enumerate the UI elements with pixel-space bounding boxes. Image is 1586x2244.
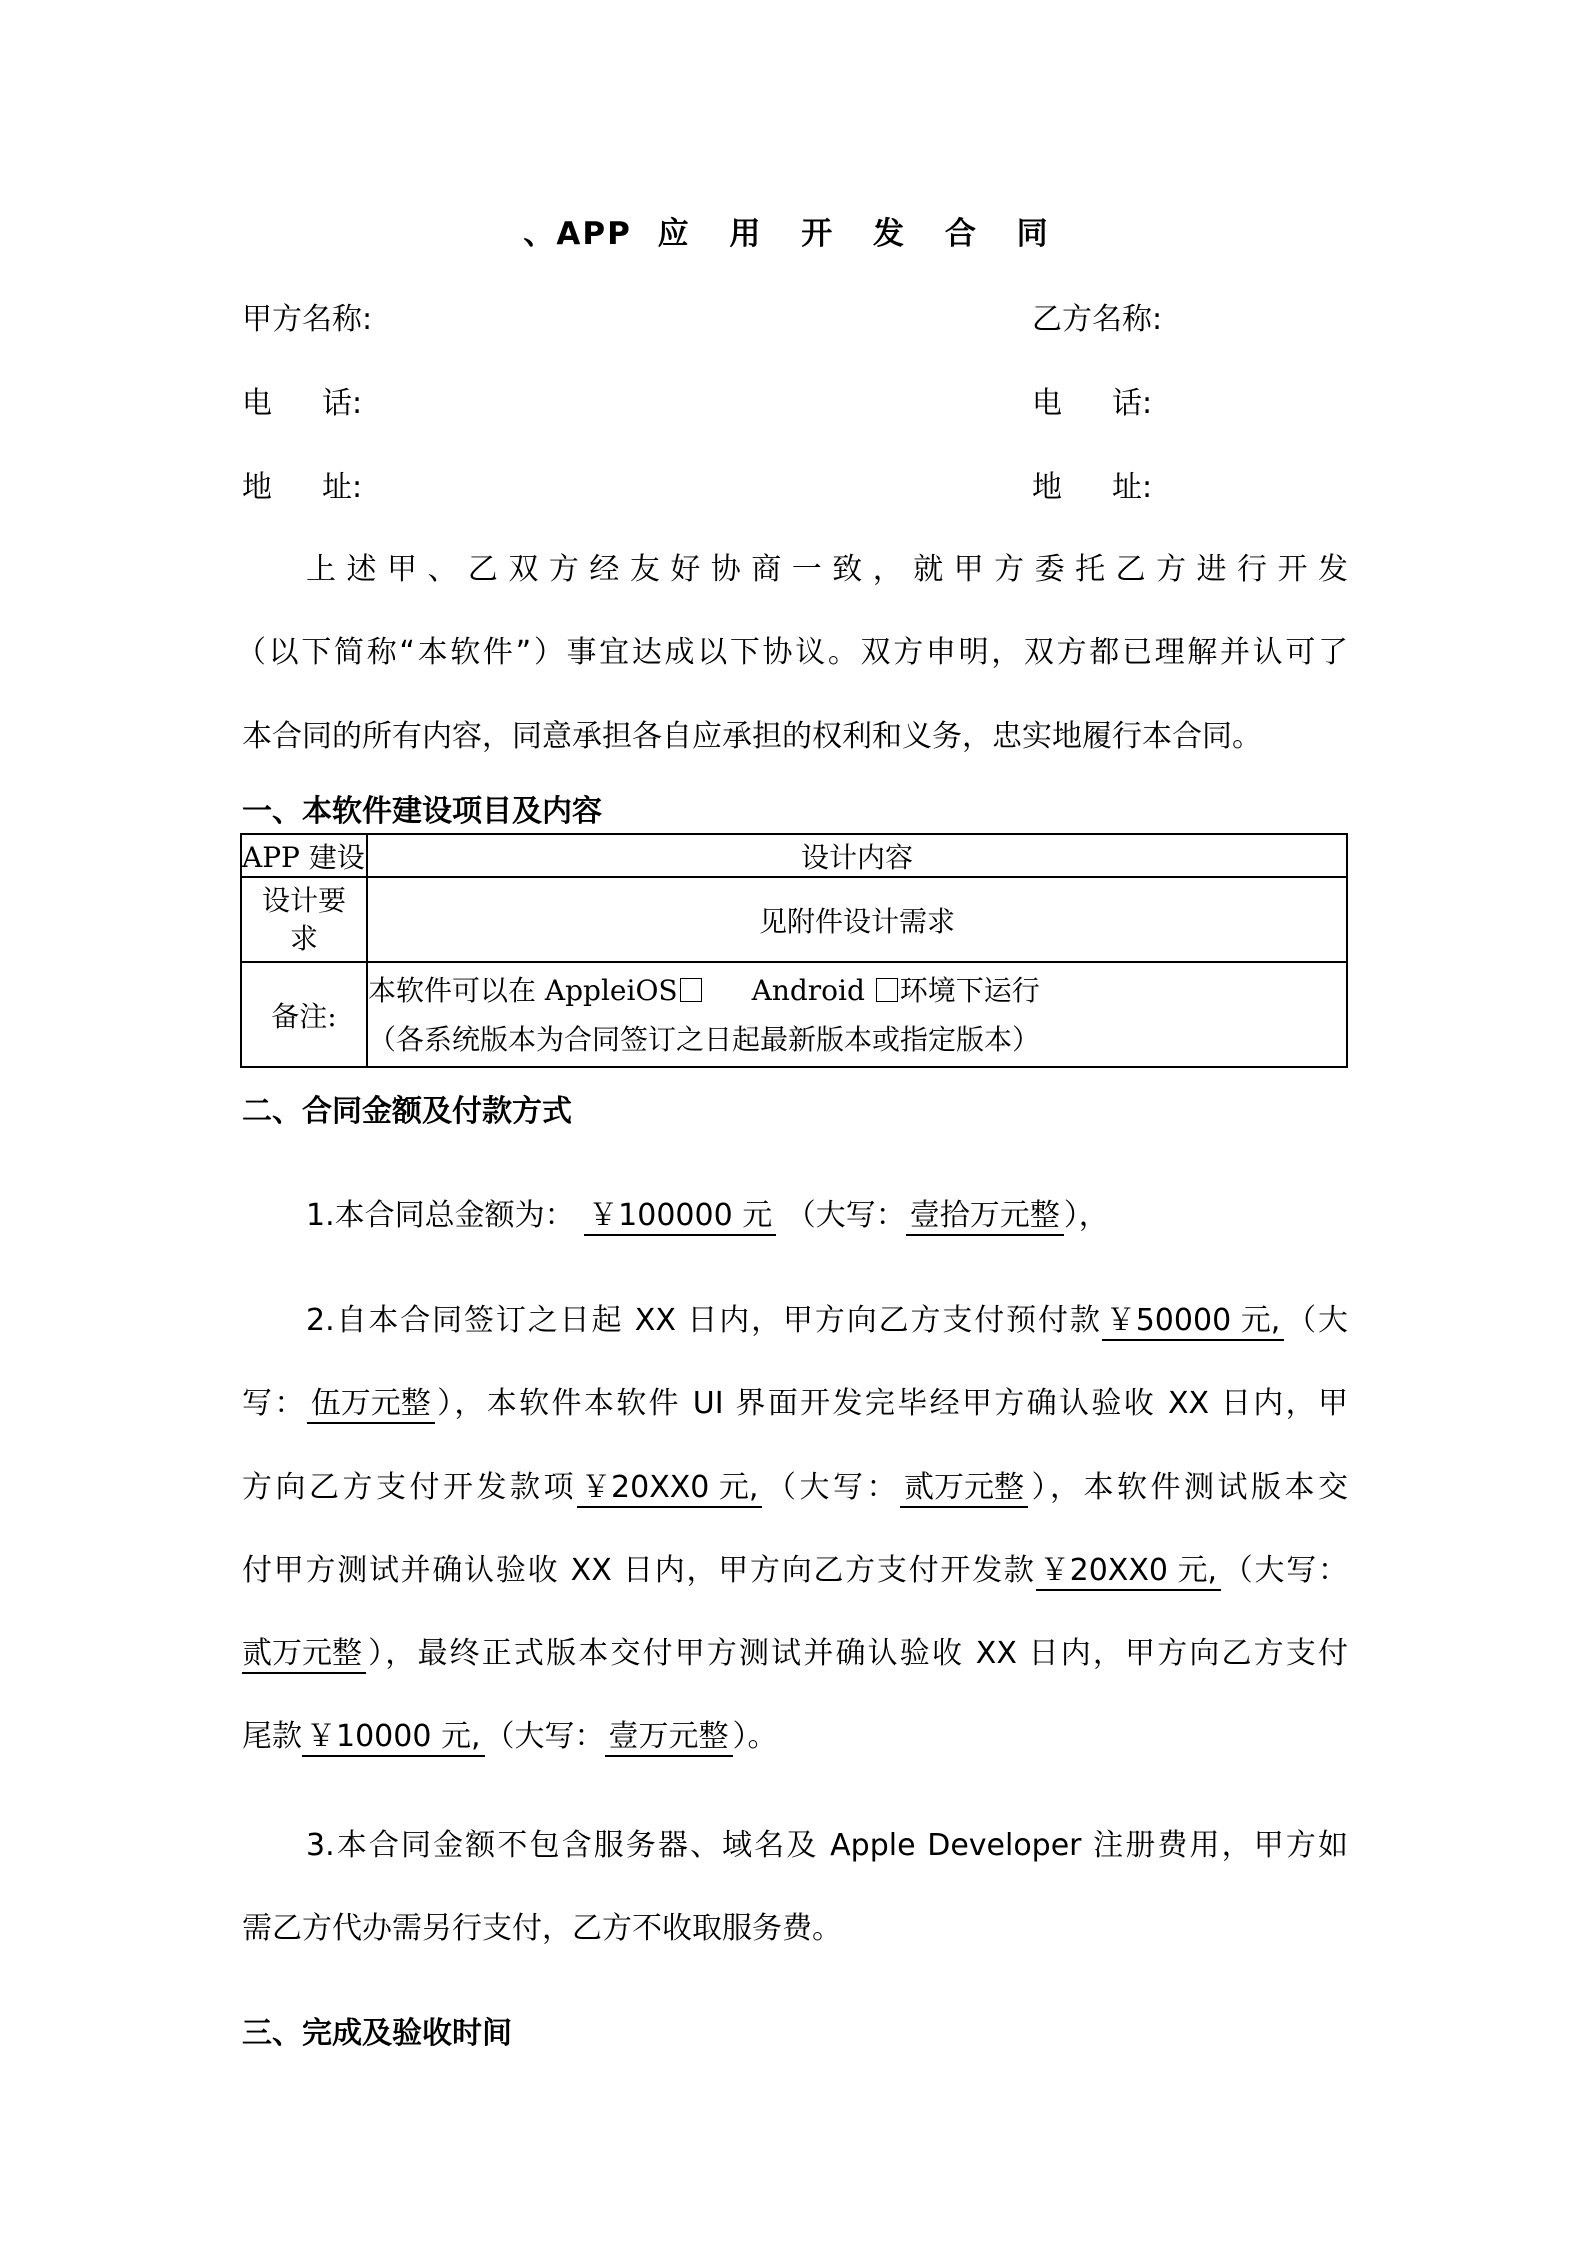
title-char: 同 [1016,216,1050,252]
test-payment-amount-field[interactable]: ￥20XX0 元, [1036,1554,1221,1591]
clause-2-line-1 [242,1295,1348,1341]
table-row-label [241,877,367,962]
preamble-line-3: 本合同的所有内容，同意承担各自应承担的权利和义务，忠实地履行本合同。 [242,719,1262,754]
document-title [0,208,1586,253]
title-char: 开 [801,216,835,252]
table-cell: 见附件设计需求 [367,877,1347,962]
clause-text: 1.本合同总金额为： [306,1198,575,1233]
label-char: 话: [1112,386,1153,421]
table-header-cell: 设计内容 [367,834,1347,877]
clause-2-line-2 [242,1378,1348,1424]
title-char: 应 [657,216,691,252]
title-prefix: 、APP [523,216,632,252]
clause-2-line-3 [242,1462,1348,1508]
title-char: 合 [944,216,978,252]
clause-text: 付甲方测试并确认验收 XX 日内，甲方向乙方支付开发款 [242,1553,1036,1588]
section-3-heading: 三、完成及验收时间 [242,2016,512,2051]
test-payment-words-field[interactable]: 贰万元整 [242,1637,366,1674]
clause-text: （大写： [1221,1553,1348,1588]
clause-3-line-2: 需乙方代办需另行支付，乙方不收取服务费。 [242,1911,842,1946]
table-row [241,962,1347,1067]
label-char: 址: [322,470,363,505]
party-b-name-label: 乙方名称: [1032,302,1163,337]
preamble-line-2: （以下简称“本软件”）事宜达成以下协议。双方申明，双方都已理解并认可了 [236,635,1348,670]
table-row-label: 备注: [241,962,367,1067]
title-char: 用 [729,216,763,252]
clause-text: （大写： [762,1470,900,1505]
label-char: 电 [1032,386,1062,421]
android-checkbox[interactable] [876,978,898,1002]
final-payment-words-field[interactable]: 壹万元整 [605,1720,733,1757]
label-char: 电 [242,386,272,421]
clause-2-line-6 [242,1711,1348,1757]
note-text: Android [751,973,874,1007]
clause-text: 方向乙方支付开发款项 [242,1470,578,1505]
clause-text: 写： [242,1386,307,1421]
table-header-row [241,834,1347,877]
clause-text: （大写： [785,1198,906,1233]
party-b-phone-label [1032,378,1152,422]
note-text: 环境下运行 [899,973,1040,1007]
label-char: 地 [242,470,272,505]
clause-text: ）。 [732,1719,778,1754]
note-line-2: （各系统版本为合同签订之日起最新版本或指定版本） [368,1022,1041,1056]
table-cell [367,962,1347,1067]
label-char: 话: [322,386,363,421]
clause-text: （大写： [484,1719,605,1754]
spec-table [240,833,1348,1068]
label-char: 地 [1032,470,1062,505]
total-amount-words-field[interactable]: 壹拾万元整 [906,1199,1064,1236]
prepayment-amount-field[interactable]: ￥50000 元, [1102,1304,1285,1341]
clause-text: （大 [1284,1303,1348,1338]
party-b-address-label [1032,462,1152,506]
total-amount-field[interactable]: ￥100000 元 [584,1199,776,1236]
note-line-1 [368,966,1346,1015]
prepayment-words-field[interactable]: 伍万元整 [307,1387,435,1424]
ui-payment-amount-field[interactable]: ￥20XX0 元, [577,1471,762,1508]
clause-text: ）， [1063,1198,1109,1233]
final-payment-amount-field[interactable]: ￥10000 元, [302,1720,485,1757]
clause-2-line-5 [242,1628,1348,1674]
label-line: 设计要 [261,883,346,917]
preamble-line-1: 上述甲、乙双方经友好协商一致，就甲方委托乙方进行开发 [306,552,1348,587]
clause-text: ），本软件本软件 UI 界面开发完毕经甲方确认验收 XX 日内，甲 [434,1386,1349,1421]
ios-checkbox[interactable] [680,978,702,1002]
clause-3-line-1: 3.本合同金额不包含服务器、域名及 Apple Developer 注册费用，甲方如 [306,1828,1348,1863]
party-a-phone-label [242,378,362,422]
table-row [241,877,1347,962]
clause-2-line-4 [242,1545,1348,1591]
clause-1 [306,1190,1412,1236]
party-a-address-label [242,462,362,506]
party-a-name-label: 甲方名称: [242,302,373,337]
clause-text: ），本软件测试版本交 [1027,1470,1349,1505]
clause-text: 2.自本合同签订之日起 XX 日内，甲方向乙方支付预付款 [306,1303,1102,1338]
section-2-heading: 二、合同金额及付款方式 [242,1094,572,1129]
table-header-cell: APP 建设 [241,834,367,877]
clause-text: 尾款 [242,1719,302,1754]
ui-payment-words-field[interactable]: 贰万元整 [900,1471,1028,1508]
section-1-heading: 一、本软件建设项目及内容 [242,794,602,829]
clause-text: ），最终正式版本交付甲方测试并确认验收 XX 日内，甲方向乙方支付 [366,1636,1348,1671]
title-char: 发 [873,216,907,252]
label-line: 求 [289,921,318,955]
label-char: 址: [1112,470,1153,505]
note-text: 本软件可以在 AppleiOS [368,973,678,1007]
